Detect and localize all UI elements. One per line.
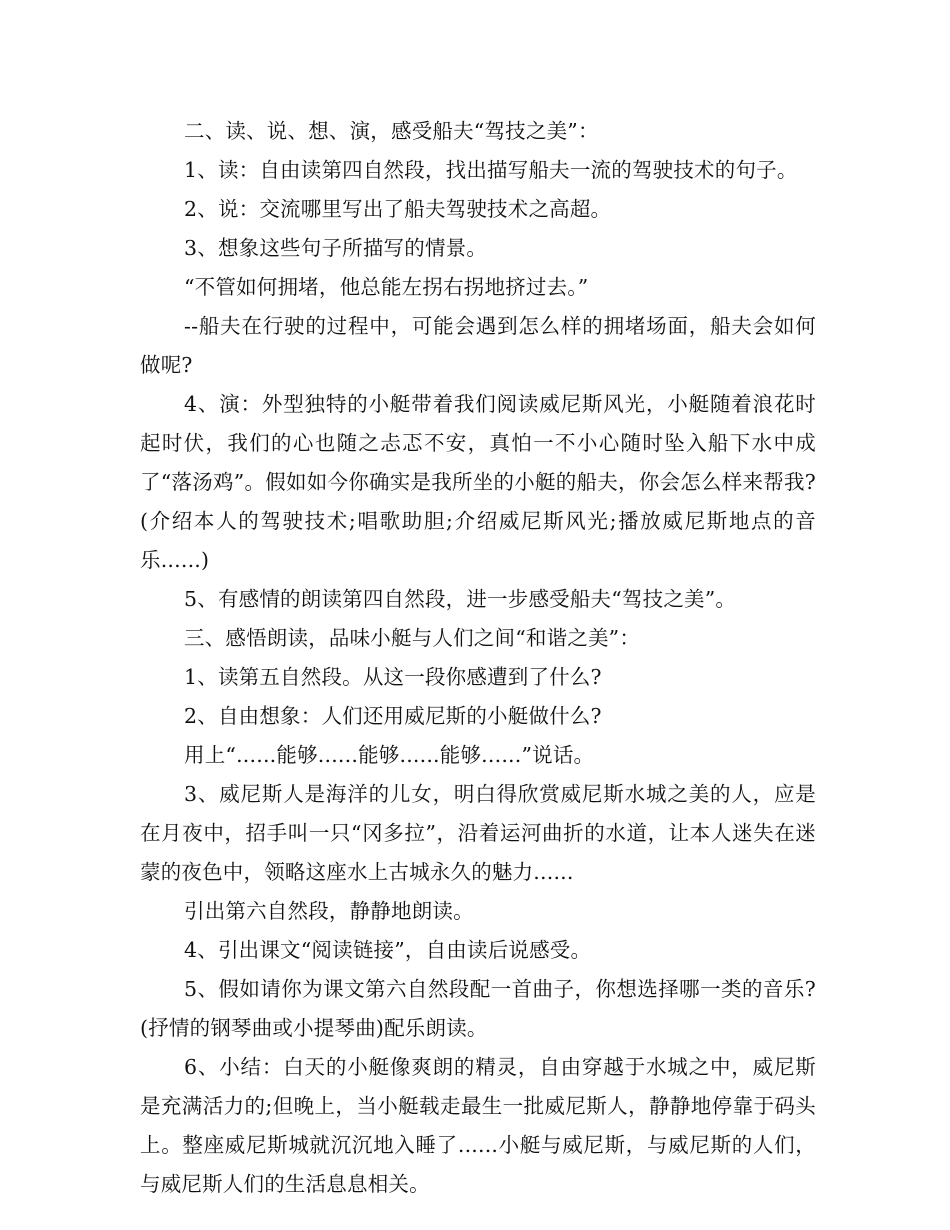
step-free-imagine: 2、自由想象：人们还用威尼斯的小艇做什么?: [184, 704, 602, 728]
section-heading-2: 二、读、说、想、演，感受船夫“驾技之美”：: [184, 119, 599, 143]
venice-paragraph: 3、威尼斯人是海洋的儿女，明白得欣赏威尼斯水城之美的人，应是在月夜中，招手叫一只“冈多拉”，沿着运河曲折的水道，让本人迷失在迷蒙的夜色中，领略这座水上古城永久的魅力......: [140, 782, 816, 884]
document-body: [140, 112, 816, 1204]
step-speak: 2、说：交流哪里写出了船夫驾驶技术之高超。: [184, 197, 612, 221]
quoted-sentence: “不管如何拥堵，他总能左拐右拐地挤过去。”: [184, 275, 589, 299]
step-read: 1、读：自由读第四自然段，找出描写船夫一流的驾驶技术的句子。: [184, 158, 798, 182]
step-read-aloud: 5、有感情的朗读第四自然段，进一步感受船夫“驾技之美”。: [184, 587, 737, 611]
step-act: 4、演：外型独特的小艇带着我们阅读威尼斯风光，小艇随着浪花时起时伏，我们的心也随之忐忑不安，真怕一不小心随时坠入船下水中成了“落汤鸡”。假如如今你确实是我所坐的小艇的船夫，你会怎么样来帮我?(介绍本人的驾驶技术;唱歌助胆;介绍威尼斯风光;播放威尼斯地点的音乐......): [140, 392, 816, 572]
section-heading-3: 三、感悟朗读，品味小艇与人们之间“和谐之美”：: [184, 626, 641, 650]
summary-paragraph: 6、小结：白天的小艇像爽朗的精灵，自由穿越于水城之中，威尼斯是充满活力的;但晚上，当小艇载走最生一批威尼斯人，静静地停靠于码头上。整座威尼斯城就沉沉地入睡了......小艇与威尼斯，与威尼斯的人们，与威尼斯人们的生活息息相关。: [140, 1055, 816, 1196]
question-paragraph: --船夫在行驶的过程中，可能会遇到怎么样的拥堵场面，船夫会如何做呢?: [140, 314, 816, 377]
step-imagine: 3、想象这些句子所描写的情景。: [184, 236, 488, 260]
reading-link: 4、引出课文“阅读链接”，自由读后说感受。: [184, 938, 592, 962]
step-read-fifth: 1、读第五自然段。从这一段你感遭到了什么?: [184, 665, 602, 689]
lead-sixth-paragraph: 引出第六自然段，静静地朗读。: [184, 899, 474, 923]
music-question: 5、假如请你为课文第六自然段配一首曲子，你想选择哪一类的音乐?(抒情的钢琴曲或小提琴曲)配乐朗读。: [140, 977, 816, 1040]
sentence-pattern: 用上“......能够......能够......能够......”说话。: [184, 743, 595, 767]
